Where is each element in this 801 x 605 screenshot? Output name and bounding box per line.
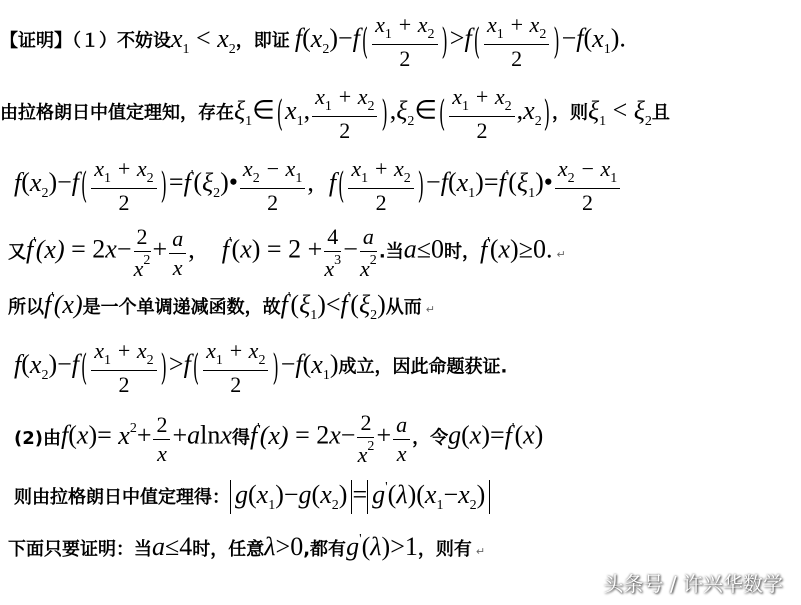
also-label: 又 [8, 241, 26, 263]
remaining-label: 下面只要证明：当 [8, 539, 152, 560]
proof-line-7: (2)由$f(x)= x^2+$ $\frac{2}{x}$ +alnx得f'(x) = 2x− $\frac{2}{x^2}$ + $\frac{a}{x}$ ，令g(x)=f'(x) [14, 410, 544, 467]
monotone-statement: 是一个单调递减函数，故 [82, 297, 281, 318]
all-have-label: ,都有 [303, 539, 347, 560]
time-label: 时， [444, 241, 481, 263]
get-label: 得 [231, 427, 250, 449]
then-have-label: ，则有 [417, 539, 472, 560]
proof-line-5: 所以f'(x)是一个单调递减函数，故$f'(\xi_1)<f'(\xi_2)$从而 ↵ [8, 290, 435, 323]
watermark: 头条号 / 许兴华数学 [603, 572, 783, 596]
proof-intro: 【证明】（１）不妨设 [0, 30, 171, 52]
mvt-apply-label: 则由拉格朗日中值定理得： [14, 487, 230, 508]
proof-line-3: $f(x_2)-f$ ( $\frac{x_1 + x_2}{2}$ )$=f'(\xi_2)•$ $\frac{x_2 - x_1}{2}$ , f ( $\frac{x_1 + x_2}{2}$ )$-f(x_1)=f'(\xi_1)•$ $\frac{x_2 - x_1}{2}$ [0, 156, 801, 216]
therefore-label: 所以 [8, 297, 44, 318]
proof-line-1: 【证明】（１）不妨设$x_1 < x_2$，即证 $f(x_2)-f$ ( $\frac{x_1 + x_2}{2}$ )>f ( $\frac{x_1 + x_2}{2}$ )$-f(x_1)$. [0, 12, 626, 71]
proof-line-6: $f(x_2)-f$ ( $\frac{x_1 + x_2}{2}$ )>f ( $\frac{x_1 + x_2}{2}$ )$-f(x_1)$成立，因此命题获证. [14, 338, 508, 397]
hence-label: 从而 [385, 297, 422, 318]
part2-label: (2)由 [14, 427, 61, 449]
when-label: .当 [378, 241, 404, 263]
any-label: 时，任意 [192, 539, 265, 560]
conclusion-text: 成立，因此命题获证. [338, 356, 508, 378]
mvt-statement: 由拉格朗日中值定理知，存在 [0, 102, 234, 124]
proof-line-4: 又f'(x) = 2x− $\frac{2}{x^2}$ + $\frac{a}{x}$ , f'(x) = 2 + $\frac{4}{x^3}$ − $\frac{a}{x^2}$ .当a≤0时，f'(x)≥0. ↵ [8, 224, 566, 281]
let-label: ，令 [412, 427, 449, 449]
to-prove-label: ，即证 [235, 30, 290, 52]
then-label: ，则 [551, 102, 588, 124]
proof-line-2: 由拉格朗日中值定理知，存在$\xi_1\in$ ($x_1$, $\frac{x_1 + x_2}{2}$ )$,\xi_2\in$ ( $\frac{x_1 + x_2}{2}$ $,x_2$ ) ，则$\xi_1 < \xi_2$且 [0, 84, 670, 143]
proof-line-8: 则由拉格朗日中值定理得： $g(x_1)-g(x_2) = g'(\lambda)(x_1-x_2)$ [0, 480, 801, 514]
proof-line-9: 下面只要证明：当a≤4时，任意λ>0,都有g'(λ)>1，则有 ↵ [8, 532, 486, 561]
and-label: 且 [651, 102, 670, 124]
